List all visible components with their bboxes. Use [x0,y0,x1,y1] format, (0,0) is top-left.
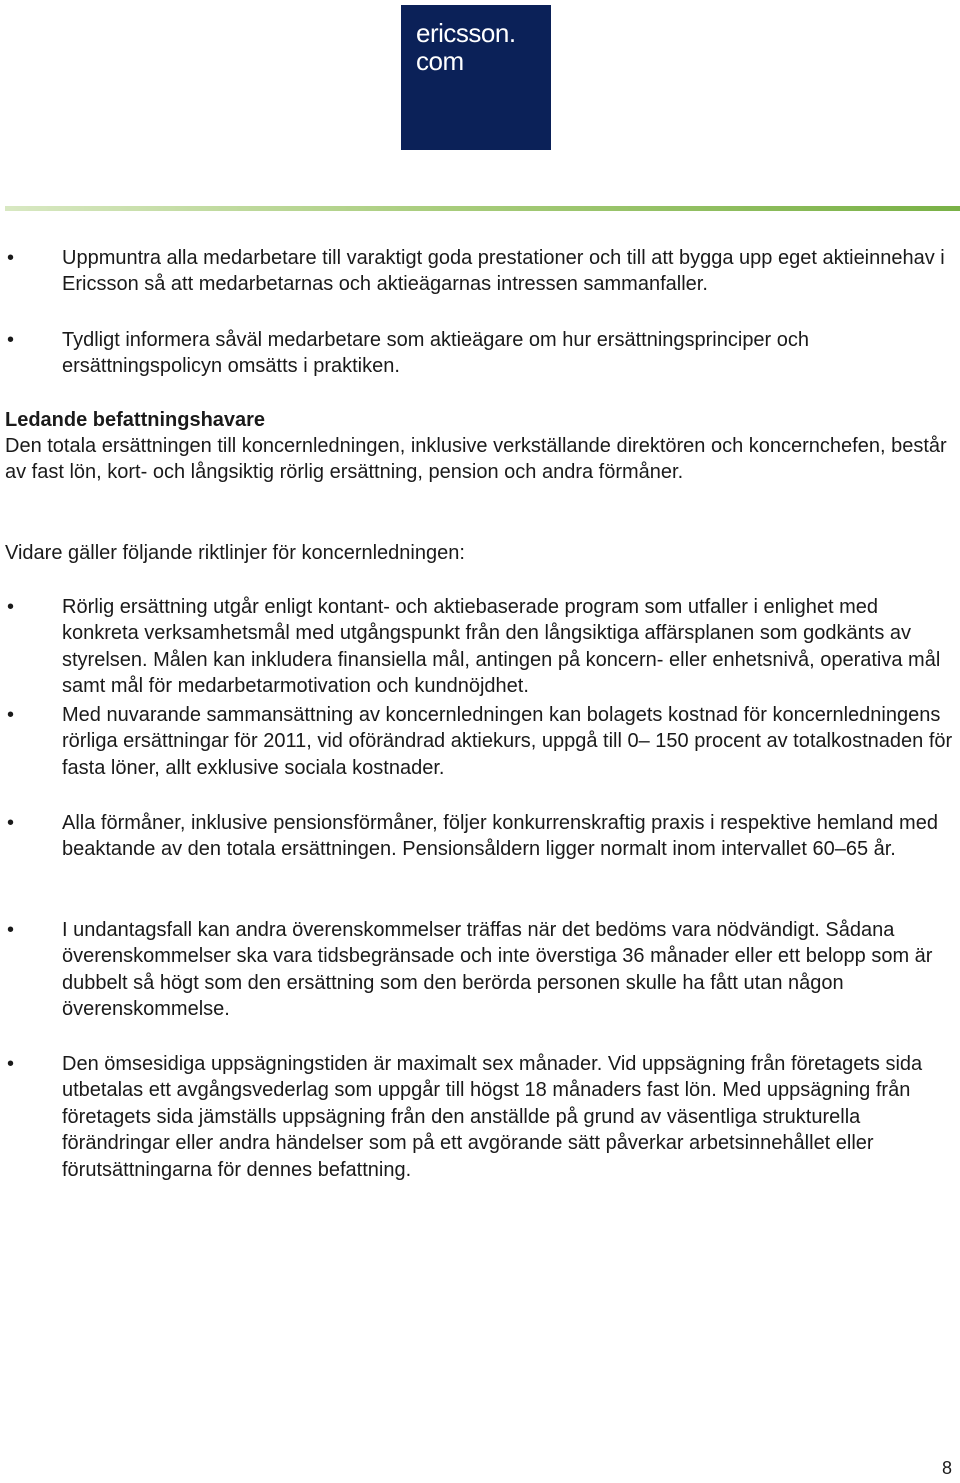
section-heading: Ledande befattningshavare [5,409,266,431]
list-item: Uppmuntra alla medarbetare till varaktigt goda prestationer och till att bygga upp eget aktieinnehav i Ericsson så att medarbetarnas och aktieägarnas intressen sammanfaller. [62,247,945,296]
logo-line-2: com [416,46,464,76]
header-divider [5,206,960,211]
ericsson-logo [401,5,551,150]
list-item: Med nuvarande sammansättning av koncernledningen kan bolagets kostnad för koncernledningens rörliga ersättningar för 2011, vid oförändrad aktiekurs, uppgå till 0– 150 procent av totalkostnaden för fasta löner, allt exklusive sociala kostnader. [62,704,953,779]
section-body: Den totala ersättningen till koncernledningen, inklusive verkställande direktören och koncernchefen, består av fast lön, kort- och långsiktig rörlig ersättning, pension och andra förmåner. [5,435,947,483]
bullet-icon: • [7,596,15,618]
section-intro: Vidare gäller följande riktlinjer för koncernledningen: [5,542,465,564]
list-item: I undantagsfall kan andra överenskommelser träffas när det bedöms vara nödvändigt. Sådana överenskommelser ska vara tidsbegränsade och inte överstiga 36 månader eller ett belopp som är dubbelt så högt som den ersättning som den berörda personen skulle ha fått utan någon överenskommelse. [62,919,933,1021]
bullet-icon: • [7,247,15,269]
bullet-icon: • [7,704,15,726]
page-number: 8 [941,1458,952,1478]
logo-line-1: ericsson. [416,18,516,48]
list-item: Tydligt informera såväl medarbetare som aktieägare om hur ersättningsprinciper och ersättningspolicyn omsätts i praktiken. [62,329,810,378]
bullet-icon: • [7,812,15,834]
list-item: Alla förmåner, inklusive pensionsförmåner, följer konkurrenskraftig praxis i respektive hemland med beaktande av den totala ersättningen. Pensionsåldern ligger normalt inom intervallet 60–65 år. [62,812,938,861]
bullet-icon: • [7,329,15,351]
list-item: Rörlig ersättning utgår enligt kontant- och aktiebaserade program som utfaller i enlighet med konkreta verksamhetsmål med utgångspunkt från den långsiktiga affärsplanen som godkänts av styrelsen. Målen kan inkludera finansiella mål, antingen på koncern- eller enhetsnivå, operativa mål samt mål för medarbetarmotivation och kundnöjdhet. [62,596,941,698]
bullet-icon: • [7,919,15,941]
bullet-icon: • [7,1053,15,1075]
list-item: Den ömsesidiga uppsägningstiden är maximalt sex månader. Vid uppsägning från företagets sida utbetalas ett avgångsvederlag som uppgår till högst 18 månaders fast lön. Med uppsägning från företagets sida jämställs uppsägning från den anställde på grund av väsentliga strukturella förändringar eller andra händelser som på ett avgörande sätt påverkar arbetsinnehållet eller förutsättningarna för dennes befattning. [62,1053,923,1181]
